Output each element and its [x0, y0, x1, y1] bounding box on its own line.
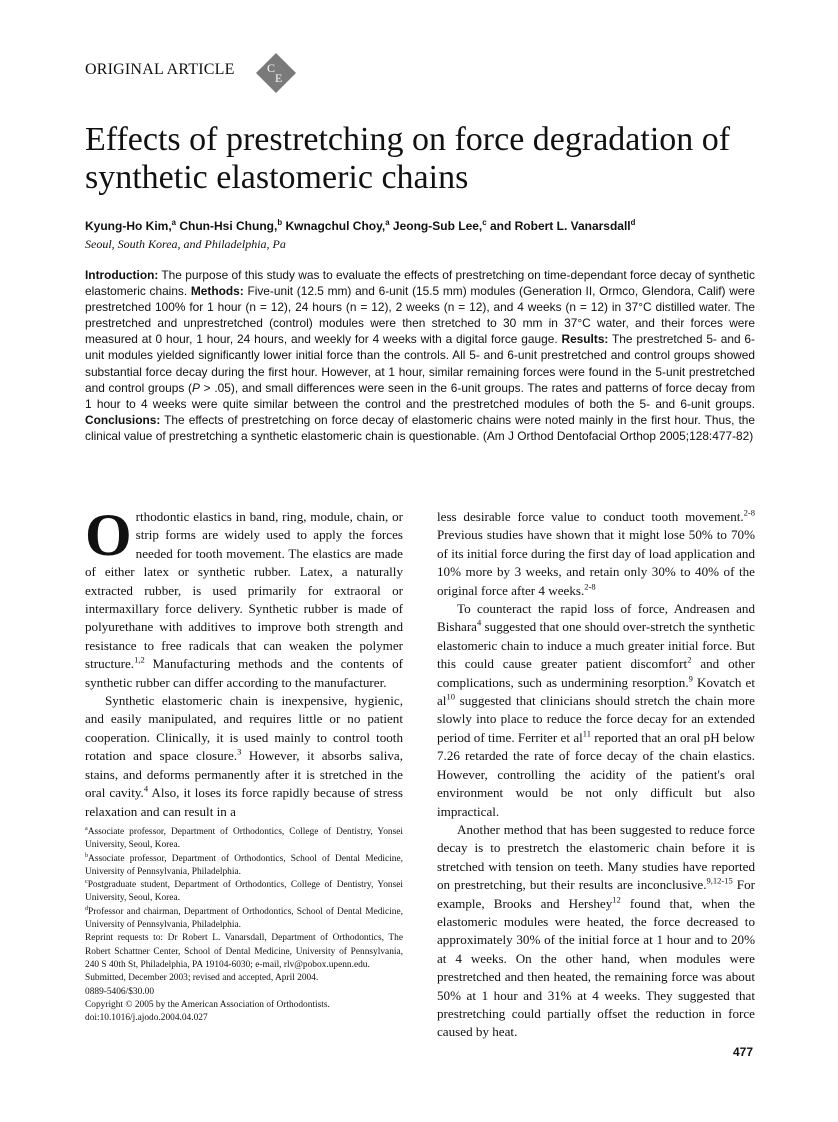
text-run: rthodontic elastics in band, ring, module, chain, or strip forms are widely used to apply the forces needed for tooth movement. The elastics are made of either latex or synthetic rubber. Latex, a naturally extracted rubber, is used primarily for extraoral or intermaxillary force delivery. Synthetic rubber is made of polyurethane with additives to improve both strength and resistance to free radicals that can weaken the polymer structure. — [85, 509, 403, 672]
superscript: 4 — [477, 618, 482, 629]
superscript: 3 — [237, 746, 242, 757]
ce-logo-icon — [256, 53, 296, 93]
author-list — [85, 219, 635, 233]
text-run: Associate professor, Department of Orthodontics, College of Dentistry, Yonsei University, Seoul, Korea. — [85, 827, 403, 851]
superscript: a — [85, 825, 88, 832]
body-column-right — [437, 508, 755, 1042]
superscript: 12 — [612, 894, 621, 905]
text-run: Five-unit (12.5 mm) and 6-unit (15.5 mm) modules (Generation II, Ormco, Glendora, Calif) were prestretched 100% for 1 hour (n = 12), 24 hours (n = 12), 2 weeks (n = 12), and 4 weeks (n = 12) in 37°C distilled water. The prestretched and unprestretched (control) modules were then stretched to 30 mm in 37°C water, and their forces were measured at 0 hour, 1 hour, 24 hours, and weekly for 4 weeks with a digital force gauge. — [85, 284, 755, 347]
text-run: Also, it loses its force rapidly because of stress relaxation and can result in a — [85, 785, 403, 819]
page-number: 477 — [733, 1045, 754, 1059]
paragraph-text — [85, 502, 403, 690]
superscript: d — [85, 905, 89, 912]
svg-text:E: E — [275, 71, 283, 85]
text-run: The effects of prestretching on force decay of elastomeric chains were noted mainly in the first hour. Thus, the clinical value of prestretching a synthetic elastomeric chain is questionable. (Am J Orthod Dentofacial Orthop 2005;128:477-82) — [85, 412, 755, 443]
text-run: P — [192, 380, 200, 395]
superscript: 9,12-15 — [706, 875, 733, 886]
text-run: Submitted, December 2003; revised and accepted, April 2004. — [85, 973, 319, 984]
footnote — [85, 853, 403, 880]
text-run: For example, Brooks and Hershey — [437, 877, 755, 911]
text-run: Professor and chairman, Department of Orthodontics, School of Dental Medicine, University of Pennsylvania, Philadelphia. — [85, 906, 403, 931]
text-run: Kyung-Ho Kim, — [85, 219, 172, 233]
superscript: 9 — [688, 673, 693, 684]
text-run: Postgraduate student, Department of Orthodontics, College of Dentistry, Yonsei University, Seoul, Korea. — [85, 880, 403, 904]
bold-label: Methods: — [190, 284, 244, 299]
reprint-info — [85, 932, 403, 972]
superscript: 2-8 — [584, 581, 596, 592]
superscript: c — [85, 879, 88, 886]
doi — [85, 1012, 403, 1025]
text-run: The purpose of this study was to evaluate the effects of prestretching on time-dependant force decay of synthetic elastomeric chains. — [85, 268, 755, 299]
drop-cap: O — [85, 502, 132, 568]
body-paragraph — [85, 692, 403, 821]
superscript: 1,2 — [134, 654, 145, 665]
superscript: b — [85, 852, 89, 859]
text-run: Kwnagchul Choy, — [282, 219, 386, 233]
body-paragraph — [437, 508, 755, 600]
superscript: 2-8 — [743, 507, 755, 518]
svg-text:C: C — [267, 61, 276, 75]
superscript: b — [277, 218, 283, 227]
footnote — [85, 826, 403, 853]
issn-price — [85, 986, 403, 999]
text-run: Previous studies have shown that it might lose 50% to 70% of its initial force during the first day of load application and 10% more by 3 weeks, and retain only 30% to 40% of the original force after 4 weeks. — [437, 527, 755, 598]
text-run: Chun-Hsi Chung, — [176, 219, 278, 233]
text-run: suggested that one should over-stretch the synthetic elastomeric chain to induce a much greater initial force. But this could cause greater patient discomfort — [437, 619, 755, 672]
bold-label: Conclusions: — [85, 412, 161, 427]
text-run: and Robert L. Vanarsdall — [486, 219, 631, 233]
text-run: Kovatch et al — [437, 674, 755, 709]
body-paragraph — [437, 821, 755, 1042]
text-run: reported that an oral pH below 7.26 retarded the rate of force decay of the chain elastics. However, controlling the acidity of the patient's oral environment would be not only difficult but also impractical. — [437, 729, 755, 819]
text-run: To counteract the rapid loss of force, Andreasen and Bishara — [437, 601, 755, 635]
abstract — [85, 267, 755, 444]
text-run: suggested that clinicians should stretch the chain more slowly into place to reduce the force decay for an extended period of time. Ferriter et al — [437, 693, 755, 745]
superscript: a — [171, 218, 177, 227]
superscript: c — [482, 218, 487, 227]
text-run: However, it absorbs saliva, stains, and deforms permanently after it is stretched in the oral cavity. — [85, 748, 403, 801]
superscript: d — [630, 218, 636, 227]
text-run: Manufacturing methods and the contents of synthetic rubber can differ according to the manufacturer. — [85, 656, 403, 690]
bold-label: Results: — [561, 332, 609, 347]
author-location: Seoul, South Korea, and Philadelphia, Pa — [85, 237, 286, 251]
superscript: 11 — [582, 728, 591, 739]
text-run: less desirable force value to conduct tooth movement. — [437, 509, 744, 524]
body-paragraph — [85, 502, 403, 692]
superscript: 4 — [143, 783, 149, 794]
text-run: Jeong-Sub Lee, — [389, 219, 483, 233]
body-column-left — [85, 502, 403, 821]
text-run: and other complications, such as undermining resorption. — [437, 656, 756, 690]
footnotes — [85, 826, 403, 1025]
text-run: > .05), and small differences were seen in the 6-unit groups. The rates and patterns of force decay from 1 hour to 4 weeks were quite similar between the control and the prestretched modules of both the 5- and 6-unit groups. — [85, 380, 755, 411]
section-label: ORIGINAL ARTICLE — [85, 61, 235, 78]
superscript: a — [385, 218, 390, 227]
text-run: doi:10.1016/j.ajodo.2004.04.027 — [85, 1013, 208, 1024]
article-title: Effects of prestretching on force degradation of synthetic elastomeric chains — [85, 121, 731, 196]
text-run: Associate professor, Department of Orthodontics, School of Dental Medicine, University of Pennsylvania, Philadelphia. — [85, 853, 403, 877]
text-run: The prestretched 5- and 6-unit modules yielded significantly lower initial force than the controls. All 5- and 6-unit prestretched and control groups showed substantial force decay during the first hour. However, at 1 hour, similar remaining forces were found in the 5-unit prestretched and control groups ( — [85, 332, 756, 395]
body-paragraph — [437, 600, 755, 821]
footnote — [85, 906, 403, 933]
text-run: found that, when the elastomeric modules were heated, the force decreased to approximately 30% of the initial force at 1 hour and to 20% at 4 weeks. On the other hand, when modules were prestretched and then heated, the remaining force was about 50% at 1 hour and 31% at 4 weeks. They suggested that prestretching could partially offset the reduction in force caused by heat. — [437, 895, 755, 1040]
bold-label: Introduction: — [85, 268, 159, 282]
footnote — [85, 879, 403, 906]
copyright — [85, 999, 403, 1012]
text-run: Another method that has been suggested to reduce force decay is to prestretch the elastomeric chain before it is stretched with tension on teeth. Many studies have reported on prestretching, but their results are inconclusive. — [437, 821, 755, 893]
superscript: 10 — [446, 691, 455, 702]
superscript: 2 — [687, 654, 692, 665]
text-run: 0889-5406/$30.00 — [85, 986, 155, 997]
text-run: Copyright © 2005 by the American Association of Orthodontists. — [85, 999, 330, 1010]
submission-dates — [85, 972, 403, 985]
text-run: Synthetic elastomeric chain is inexpensive, hygienic, and easily manipulated, and requires little or no patient cooperation. Clinically, it is used mainly to control tooth rotation and space closure. — [85, 693, 403, 764]
text-run: Reprint requests to: Dr Robert L. Vanarsdall, Department of Orthodontics, The Robert Schattner Center, School of Dental Medicine, University of Pennsylvania, 240 S 40th St, Philadelphia, PA 19104-6030; e-mail, rlv@pobox.upenn.edu. — [85, 933, 403, 970]
